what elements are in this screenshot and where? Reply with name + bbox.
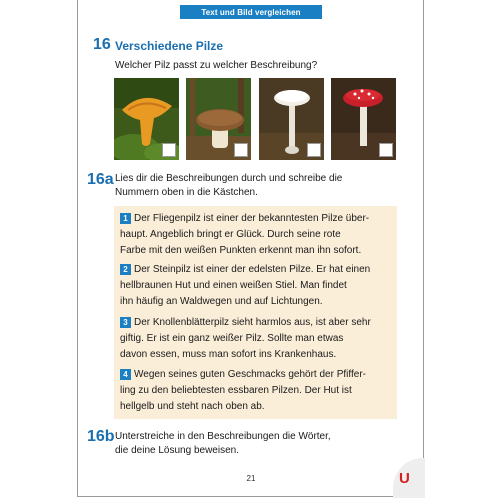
photo-porcini — [186, 78, 251, 160]
description-2: 2 Der Steinpilz ist einer der edelsten Pilze. Er hat einen hellbraunen Hut und einen weißen Stiel. Man findet ihn häufig an Waldwegen und auf Lichtungen. — [120, 264, 371, 307]
task-number-16b: 16b — [87, 428, 115, 445]
section-header: Text und Bild vergleichen — [180, 5, 322, 19]
task-16b-instruction: Unterstreiche in den Beschreibungen die Wörter, die deine Lösung beweisen. — [115, 431, 331, 456]
photo-chanterelle — [114, 78, 179, 160]
number-badge: 1 — [120, 213, 131, 224]
mushroom-photos — [114, 78, 396, 160]
corner-letter: U — [399, 470, 410, 487]
task-question: Welcher Pilz passt zu welcher Beschreibung? — [115, 60, 318, 71]
task-16a-instruction: Lies dir die Beschreibungen durch und schreibe die Nummern oben in die Kästchen. — [115, 173, 343, 198]
photo-death-cap — [259, 78, 324, 160]
number-badge: 3 — [120, 317, 131, 328]
number-badge: 2 — [120, 264, 131, 275]
answer-box-3[interactable] — [307, 143, 321, 157]
task-title: Verschiedene Pilze — [115, 39, 224, 53]
answer-box-4[interactable] — [379, 143, 393, 157]
answer-box-1[interactable] — [162, 143, 176, 157]
description-4: 4 Wegen seines guten Geschmacks gehört der Pfiffer- ling zu den beliebtesten essbaren Pilzen. Der Hut ist hellgelb und steht nach oben ab. — [120, 369, 366, 412]
task-number-16a: 16a — [87, 171, 114, 188]
answer-box-2[interactable] — [234, 143, 248, 157]
number-badge: 4 — [120, 369, 131, 380]
description-1: 1 Der Fliegenpilz ist einer der bekanntesten Pilze über- haupt. Angeblich bringt er Glück. Durch seine rote Farbe mit den weißen Punkten erkennt man ihn sofort. — [120, 213, 370, 256]
photo-fly-agaric — [331, 78, 396, 160]
task-number-16: 16 — [93, 36, 111, 53]
description-3: 3 Der Knollenblätterpilz sieht harmlos aus, ist aber sehr giftig. Er ist ein ganz weißer Pilz. Sollte man etwas davon essen, muss man sofort ins Krankenhaus. — [120, 317, 371, 360]
page-number: 21 — [246, 474, 256, 483]
